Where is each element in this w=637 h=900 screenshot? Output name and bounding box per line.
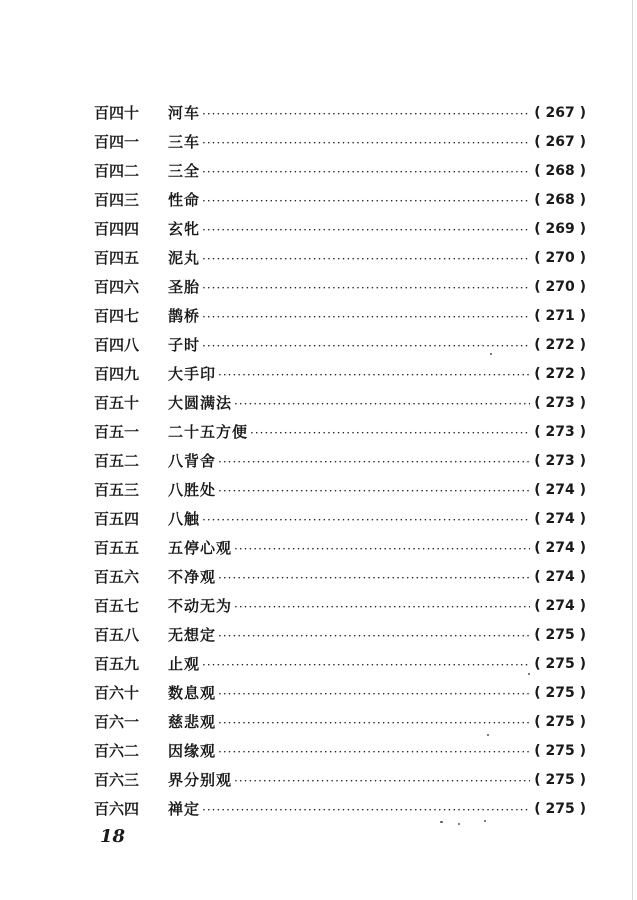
toc-dot-leader <box>234 601 530 613</box>
toc-entry <box>94 98 586 127</box>
toc-dot-leader <box>218 485 530 497</box>
toc-entry-title: 玄牝 <box>168 220 201 238</box>
scan-speck <box>440 821 443 823</box>
toc-dot-leader <box>218 369 530 381</box>
toc-entry-number: 百六四 <box>94 800 140 818</box>
toc-entry-title: 子时 <box>168 336 201 354</box>
toc-dot-leader <box>218 746 530 758</box>
scan-speck <box>487 734 489 736</box>
toc-entry-page: ( 268 ) <box>534 191 586 208</box>
toc-entry-page: ( 268 ) <box>534 162 586 179</box>
toc-entry-page: ( 271 ) <box>534 307 586 324</box>
toc-entry-number: 百四三 <box>94 191 140 209</box>
toc-entry <box>94 475 586 504</box>
toc-entry-title: 不动无为 <box>168 597 233 615</box>
toc-dot-leader <box>202 340 530 352</box>
toc-entry-title: 鹊桥 <box>168 307 201 325</box>
toc-entry <box>94 707 586 736</box>
toc-entry-page: ( 273 ) <box>534 423 586 440</box>
toc-entry-title: 八触 <box>168 510 201 528</box>
toc-entry-number: 百五四 <box>94 510 140 528</box>
toc-entry-number: 百六二 <box>94 742 140 760</box>
toc-entry-number: 百四四 <box>94 220 140 238</box>
toc-entry-number: 百五一 <box>94 423 140 441</box>
toc-entry-number: 百五八 <box>94 626 140 644</box>
page-number: 18 <box>100 826 126 847</box>
toc-entry-number: 百五六 <box>94 568 140 586</box>
toc-dot-leader <box>202 166 530 178</box>
toc-dot-leader <box>202 137 530 149</box>
toc-entry-number: 百四十 <box>94 104 140 122</box>
toc-entry-page: ( 275 ) <box>534 771 586 788</box>
toc-entry-page: ( 274 ) <box>534 481 586 498</box>
toc-entry <box>94 649 586 678</box>
toc-entry <box>94 678 586 707</box>
toc-entry-page: ( 274 ) <box>534 597 586 614</box>
toc-entry-number: 百五九 <box>94 655 140 673</box>
toc-entry-number: 百四二 <box>94 162 140 180</box>
toc-entry-number: 百四五 <box>94 249 140 267</box>
toc-entry <box>94 736 586 765</box>
toc-entry <box>94 127 586 156</box>
toc-entry-title: 河车 <box>168 104 201 122</box>
toc-entry <box>94 591 586 620</box>
toc-entry-title: 泥丸 <box>168 249 201 267</box>
toc-entry <box>94 156 586 185</box>
toc-entry-page: ( 272 ) <box>534 365 586 382</box>
toc-entry <box>94 533 586 562</box>
toc-entry <box>94 446 586 475</box>
toc-entry <box>94 301 586 330</box>
toc-entry-title: 性命 <box>168 191 201 209</box>
toc-entry-page: ( 275 ) <box>534 655 586 672</box>
toc-entry-title: 无想定 <box>168 626 217 644</box>
toc-entry-page: ( 273 ) <box>534 394 586 411</box>
toc-entry-title: 五停心观 <box>168 539 233 557</box>
toc-entry <box>94 765 586 794</box>
toc-entry-page: ( 270 ) <box>534 278 586 295</box>
toc-dot-leader <box>202 108 530 120</box>
scan-speck <box>484 820 486 822</box>
scan-speck <box>458 823 460 825</box>
toc-entry-title: 界分别观 <box>168 771 233 789</box>
toc-entry-number: 百四八 <box>94 336 140 354</box>
toc-entry-number: 百五十 <box>94 394 140 412</box>
toc-entry <box>94 359 586 388</box>
toc-entry-title: 数息观 <box>168 684 217 702</box>
toc-dot-leader <box>202 659 530 671</box>
toc-entry-number: 百四九 <box>94 365 140 383</box>
toc-entry-title: 大圆满法 <box>168 394 233 412</box>
toc-entry-page: ( 267 ) <box>534 104 586 121</box>
toc-entry-title: 二十五方便 <box>168 423 249 441</box>
toc-entry-page: ( 274 ) <box>534 539 586 556</box>
toc-entry <box>94 243 586 272</box>
toc-dot-leader <box>218 456 530 468</box>
toc-entry-page: ( 274 ) <box>534 568 586 585</box>
toc-entry-number: 百四一 <box>94 133 140 151</box>
toc-entry <box>94 417 586 446</box>
toc-entry-page: ( 274 ) <box>534 510 586 527</box>
toc-entry <box>94 620 586 649</box>
toc-entry-number: 百五五 <box>94 539 140 557</box>
toc-entry-number: 百六一 <box>94 713 140 731</box>
toc-entry-title: 不净观 <box>168 568 217 586</box>
toc-entry-page: ( 275 ) <box>534 626 586 643</box>
toc-dot-leader <box>234 543 530 555</box>
toc-entry-title: 大手印 <box>168 365 217 383</box>
toc-dot-leader <box>250 427 530 439</box>
toc-entry <box>94 388 586 417</box>
toc-entry-page: ( 275 ) <box>534 713 586 730</box>
toc-entry-number: 百五七 <box>94 597 140 615</box>
toc-entry <box>94 794 586 823</box>
toc-entry <box>94 504 586 533</box>
toc-entry-page: ( 273 ) <box>534 452 586 469</box>
toc-dot-leader <box>234 775 530 787</box>
toc-dot-leader <box>202 282 530 294</box>
toc-dot-leader <box>218 688 530 700</box>
toc-entry-title: 止观 <box>168 655 201 673</box>
toc-entry-title: 三车 <box>168 133 201 151</box>
toc-entry <box>94 214 586 243</box>
toc-dot-leader <box>202 224 530 236</box>
page-edge-line <box>632 0 633 900</box>
toc-entry-title: 慈悲观 <box>168 713 217 731</box>
toc-dot-leader <box>202 253 530 265</box>
toc-entry <box>94 272 586 301</box>
scan-speck <box>490 353 492 355</box>
toc-dot-leader <box>218 717 530 729</box>
toc-entry <box>94 185 586 214</box>
toc-entry-title: 因缘观 <box>168 742 217 760</box>
toc-entry-number: 百六三 <box>94 771 140 789</box>
toc-entry-title: 八背舍 <box>168 452 217 470</box>
toc-entry-title: 三全 <box>168 162 201 180</box>
scan-speck <box>528 673 530 675</box>
toc-dot-leader <box>218 572 530 584</box>
toc-entry-number: 百四七 <box>94 307 140 325</box>
toc-dot-leader <box>202 195 530 207</box>
toc-entry <box>94 562 586 591</box>
toc-entry-title: 八胜处 <box>168 481 217 499</box>
toc-entry-number: 百五三 <box>94 481 140 499</box>
toc-entry-number: 百五二 <box>94 452 140 470</box>
toc-entry-title: 禅定 <box>168 800 201 818</box>
toc-entry-page: ( 275 ) <box>534 684 586 701</box>
toc-dot-leader <box>202 804 530 816</box>
toc-entry-page: ( 270 ) <box>534 249 586 266</box>
toc-dot-leader <box>234 398 530 410</box>
toc-entry-page: ( 272 ) <box>534 336 586 353</box>
toc-entry-title: 圣胎 <box>168 278 201 296</box>
toc-entry-page: ( 275 ) <box>534 800 586 817</box>
toc-dot-leader <box>218 630 530 642</box>
toc-entry-page: ( 275 ) <box>534 742 586 759</box>
toc-entry-page: ( 267 ) <box>534 133 586 150</box>
toc-entry-number: 百六十 <box>94 684 140 702</box>
toc-dot-leader <box>202 514 530 526</box>
toc-dot-leader <box>202 311 530 323</box>
toc-entry-number: 百四六 <box>94 278 140 296</box>
toc-entry-page: ( 269 ) <box>534 220 586 237</box>
toc-entry <box>94 330 586 359</box>
table-of-contents <box>94 98 586 823</box>
